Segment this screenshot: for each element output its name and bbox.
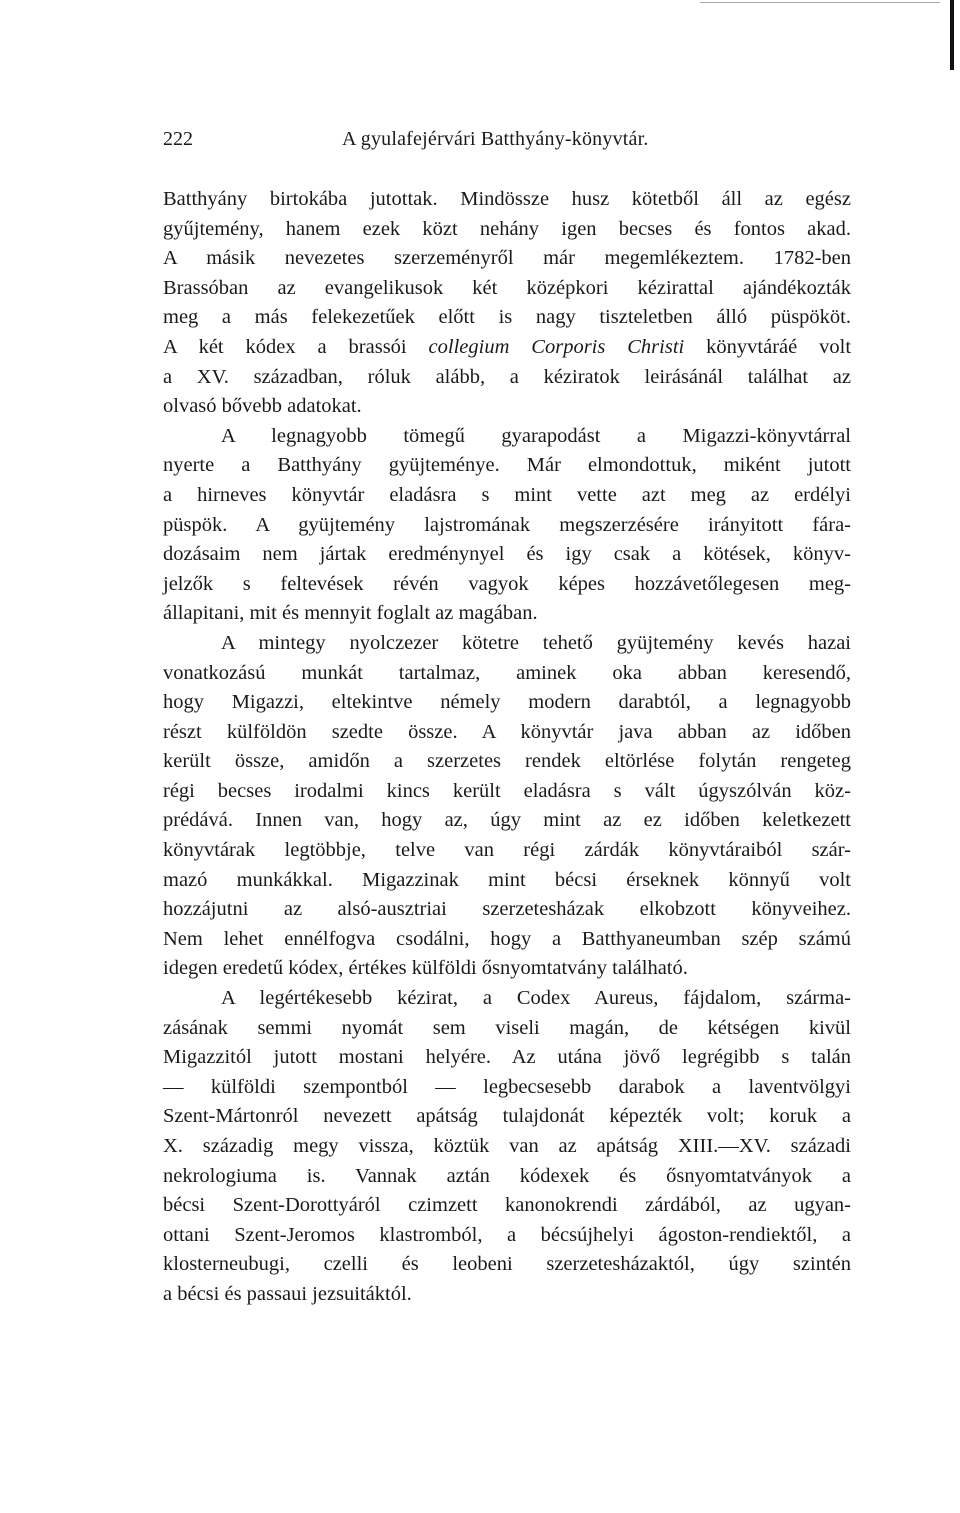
text-line-with-italic <box>163 333 851 363</box>
text-line: részt külföldön szedte össze. A könyvtár java abban az időben <box>163 720 851 743</box>
text-line: bécsi Szent-Dorottyáról czimzett kanonokrendi zárdából, az ugyan- <box>163 1194 851 1217</box>
text-line: zásának semmi nyomát sem viseli magán, de kétségen kivül <box>163 1016 851 1039</box>
text-line: Batthyány birtokába jutottak. Mindössze husz kötetből áll az egész <box>163 188 851 210</box>
text-line: hogy Migazzi, eltekintve némely modern darabtól, a legnagyobb <box>163 691 851 714</box>
text-line: hozzájutni az alsó-ausztriai szerzetesházak elkobzott könyveihez. <box>163 898 851 921</box>
text-line: állapitani, mit és mennyit foglalt az magában. <box>163 602 538 625</box>
body-text <box>163 185 851 1310</box>
text-line: nekrologiuma is. Vannak aztán kódexek és ősnyomtatványok a <box>163 1164 851 1187</box>
italic-phrase: collegium Corporis Christi <box>428 335 685 358</box>
scan-edge-top <box>700 2 940 3</box>
text-line: idegen eredetű kódex, értékes külföldi ősnyomtatvány található. <box>163 957 688 980</box>
text-line: olvasó bővebb adatokat. <box>163 395 362 418</box>
text-line: mazó munkákkal. Migazzinak mint bécsi érseknek könnyű volt <box>163 868 851 891</box>
text-line: nyerte a Batthyány gyüjteménye. Már elmondottuk, miként jutott <box>163 454 851 477</box>
scan-edge-right <box>950 0 954 70</box>
text-line: a bécsi és passaui jezsuitáktól. <box>163 1282 412 1305</box>
text-line: gyűjtemény, hanem ezek közt nehány igen becses és fontos akad. <box>163 217 851 240</box>
text-line: jelzők s feltevések révén vagyok képes hozzávetőlegesen meg- <box>163 572 851 595</box>
paragraph-start-line: A legnagyobb tömegű gyarapodást a Migazzi-könyvtárral <box>221 424 851 447</box>
text-line: Brassóban az evangelikusok két középkori kézirattal ajándékozták <box>163 276 851 299</box>
text-line: Szent-Mártonról nevezett apátság tulajdonát képezték volt; koruk a <box>163 1105 851 1128</box>
text-line: meg a más felekezetűek előtt is nagy tiszteletben álló püspököt. <box>163 306 851 329</box>
text-line: a hirneves könyvtár eladásra s mint vette azt meg az erdélyi <box>163 483 851 506</box>
text-line: vonatkozású munkát tartalmaz, aminek oka abban keresendő, <box>163 661 851 684</box>
text-line: régi becses irodalmi kincs került eladásra s vált úgyszólván köz- <box>163 779 851 802</box>
paragraph-start-line: A legértékesebb kézirat, a Codex Aureus, fájdalom, szárma- <box>221 987 851 1010</box>
text-line: Nem lehet ennélfogva csodálni, hogy a Batthyaneumban szép számú <box>163 927 851 950</box>
text-line: került össze, amidőn a szerzetes rendek eltörlése folytán rengeteg <box>163 750 851 773</box>
line-part: könyvtáráé volt <box>706 335 852 358</box>
text-line: klosterneubugi, czelli és leobeni szerzetesházaktól, úgy szintén <box>163 1253 851 1276</box>
text-line: dozásaim nem jártak eredménynyel és igy csak a kötések, könyv- <box>163 543 851 566</box>
text-line: prédává. Innen van, hogy az, úgy mint az ez időben keletkezett <box>163 809 851 832</box>
paragraph-start-line: A mintegy nyolczezer kötetre tehető gyüjtemény kevés hazai <box>221 631 851 654</box>
text-line: Migazzitól jutott mostani helyére. Az utána jövő legrégibb s talán <box>163 1046 851 1069</box>
page-header <box>163 128 853 158</box>
text-line: ottani Szent-Jeromos klastromból, a bécsújhelyi ágoston-rendiektől, a <box>163 1223 851 1246</box>
text-line: X. századig megy vissza, köztük van az apátság XIII.—XV. századi <box>163 1135 851 1157</box>
text-line: a XV. században, róluk alább, a kéziratok leirásánál találhat az <box>163 365 851 388</box>
text-line: — külföldi szempontból — legbecsesebb darabok a laventvölgyi <box>163 1075 851 1098</box>
text-line: A másik nevezetes szerzeményről már megemlékeztem. 1782-ben <box>163 247 851 270</box>
text-line: püspök. A gyüjtemény lajstromának megszerzésére irányitott fára- <box>163 513 851 536</box>
page-number: 222 <box>163 128 193 150</box>
running-title: A gyulafejérvári Batthyány-könyvtár. <box>342 128 649 150</box>
line-part: A két kódex a brassói <box>163 335 407 358</box>
text-line: könyvtárak legtöbbje, telve van régi zárdák könyvtáraiból szár- <box>163 839 851 862</box>
